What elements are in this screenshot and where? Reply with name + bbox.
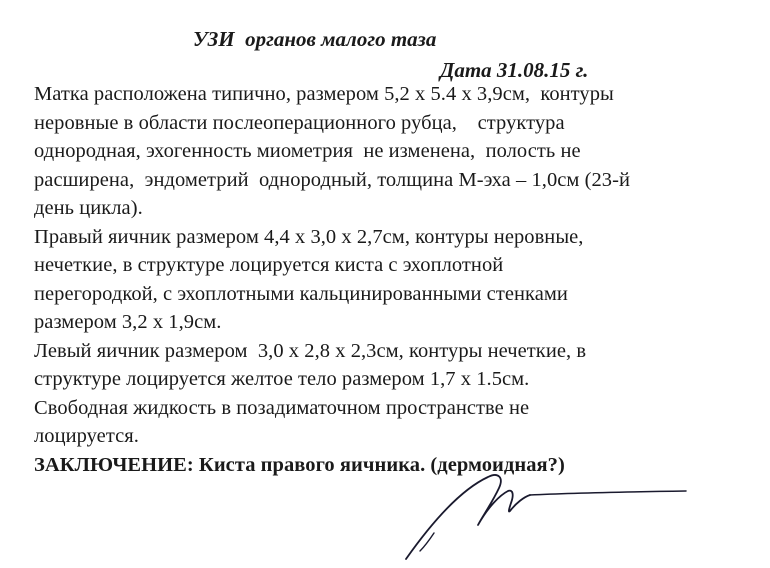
report-line: структуре лоцируется желтое тело размером 1,7 х 1.5см. <box>34 368 530 390</box>
report-line: Левый яичник размером 3,0 х 2,8 х 2,3см, контуры нечеткие, в <box>34 339 587 362</box>
report-body <box>34 80 754 479</box>
report-line: однородная, эхогенность миометрия не изменена, полость не <box>34 140 581 162</box>
report-line: перегородкой, с эхоплотными кальцинированными стенками <box>34 282 568 305</box>
handwritten-signature <box>400 455 690 565</box>
report-line: нечеткие, в структуре лоцируется киста с эхоплотной <box>34 254 504 276</box>
report-line: Правый яичник размером 4,4 х 3,0 х 2,7см, контуры неровные, <box>34 225 584 248</box>
report-line: лоцируется. <box>34 425 139 447</box>
report-line: неровные в области послеоперационного рубца, структура <box>34 111 565 134</box>
conclusion: ЗАКЛЮЧЕНИЕ: Киста правого яичника. (дермоидная?) <box>34 453 565 476</box>
document-title: УЗИ органов малого таза <box>193 27 437 51</box>
report-line: день цикла). <box>34 197 143 219</box>
exam-date: Дата 31.08.15 г. <box>440 58 589 82</box>
report-line: Матка расположена типично, размером 5,2 х 5.4 х 3,9см, контуры <box>34 83 614 105</box>
report-line: размером 3,2 х 1,9см. <box>34 311 222 333</box>
report-line: Свободная жидкость в позадиматочном пространстве не <box>34 396 530 419</box>
report-line: расширена, эндометрий однородный, толщина М-эха – 1,0см (23-й <box>34 168 630 191</box>
